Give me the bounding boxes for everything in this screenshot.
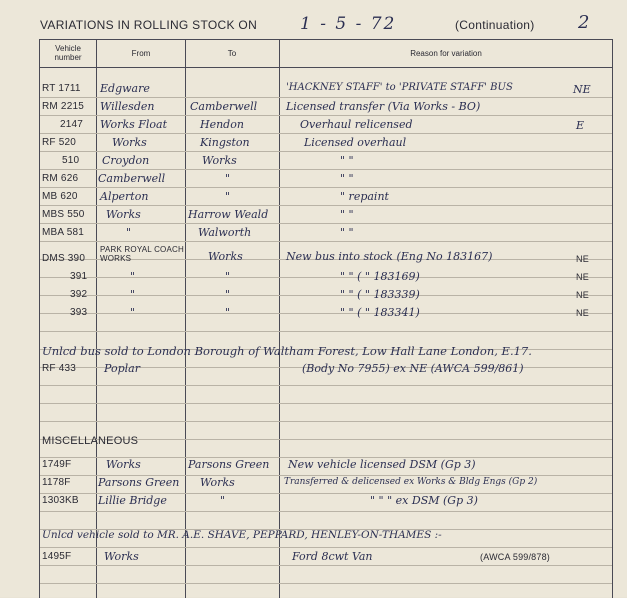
to-location: " [225,306,231,319]
code: NE [573,83,591,96]
to-location: Camberwell [190,100,258,113]
row-rule [40,565,612,566]
reason: " " ( " 183339) [340,288,420,301]
reason: " " ( " 183169) [340,270,420,283]
from-location: " [130,270,136,283]
reason: " " [340,226,354,239]
row-rule [40,151,612,152]
ledger-table [39,39,613,598]
reason: " " ( " 183341) [340,306,420,319]
reason: " " [340,208,354,221]
reason: (Body No 7955) ex NE (AWCA 599/861) [302,362,524,375]
row-rule [40,313,612,314]
column-header-from: From [131,49,151,58]
column-divider [279,40,280,598]
to-location: " [225,270,231,283]
row-rule [40,277,612,278]
from-location: Lillie Bridge [98,494,167,507]
row-rule [40,583,612,584]
row-rule [40,385,612,386]
reason: Licensed transfer (Via Works - BO) [286,100,481,113]
from-location: Poplar [104,362,140,375]
column-divider [185,40,186,598]
column-header-to: To [227,49,237,58]
vehicle-number: 510 [62,155,80,166]
vehicle-number: MBA 581 [42,227,84,238]
reference: (AWCA 599/878) [480,552,550,562]
vehicle-number: MB 620 [42,191,78,202]
from-location: Works [106,208,141,221]
reason: New bus into stock (Eng No 183167) [286,250,493,263]
column-header-vehicle: Vehicle number [54,44,82,62]
from-location: Willesden [100,100,155,113]
to-location: " [225,190,231,203]
row-rule [40,511,612,512]
row-rule [40,205,612,206]
to-location: " [220,494,226,507]
reason: " " [340,154,354,167]
vehicle-number: 1749F [42,459,72,470]
row-rule [40,331,612,332]
from-location: Alperton [100,190,149,203]
vehicle-number: 392 [70,289,88,300]
from-location: " [130,288,136,301]
reason: Transferred & delicensed ex Works & Bldg Engs (Gp 2) [284,477,538,487]
to-location: Parsons Green [188,458,270,471]
from-location: Parsons Green [98,476,180,489]
column-header-reason: Reason for variation [410,49,482,58]
sold-note-2: Unlcd vehicle sold to MR. A.E. SHAVE, PEPPARD, HENLEY-ON-THAMES :- [42,529,442,541]
vehicle-number: 1495F [42,551,72,562]
vehicle-number: RF 433 [42,363,76,374]
row-rule [40,97,612,98]
code: NE [576,272,589,282]
vehicle-number: 1303KB [42,495,79,506]
from-location: Works [112,136,147,149]
from-location: PARK ROYAL COACH WORKS [100,245,184,263]
vehicle-number: 2147 [60,119,84,130]
row-rule [40,241,612,242]
row-rule [40,187,612,188]
row-rule [40,403,612,404]
code: NE [576,254,589,264]
continuation-label: (Continuation) [455,18,535,32]
reason: " " [340,172,354,185]
row-rule [40,295,612,296]
to-location: Kingston [200,136,250,149]
vehicle-number: RF 520 [42,137,76,148]
from-location: Croydon [102,154,150,167]
from-location: Edgware [100,82,150,95]
to-location: " [225,172,231,185]
from-location: Works [106,458,141,471]
code: E [576,119,585,132]
vehicle-number: MBS 550 [42,209,85,220]
code: NE [576,308,589,318]
vehicle-number: 393 [70,307,88,318]
to-location: Works [202,154,237,167]
to-location: Works [208,250,243,263]
vehicle-number: 391 [70,271,88,282]
vehicle-number: DMS 390 [42,253,86,264]
row-rule [40,133,612,134]
reason: 'HACKNEY STAFF' to 'PRIVATE STAFF' BUS [286,82,513,93]
vehicle-number: RT 1711 [42,83,81,94]
row-rule [40,115,612,116]
to-location: Harrow Weald [188,208,269,221]
from-location: " [126,226,132,239]
column-divider [96,40,97,598]
to-location: " [225,288,231,301]
to-location: Walworth [198,226,252,239]
reason: Overhaul relicensed [300,118,413,131]
sold-note: Unlcd bus sold to London Borough of Waltham Forest, Low Hall Lane London, E.17. [42,344,532,358]
vehicle-number: RM 626 [42,173,79,184]
from-location: Works Float [100,118,167,131]
row-rule [40,169,612,170]
reason: New vehicle licensed DSM (Gp 3) [288,458,476,471]
vehicle-number: 1178F [42,477,71,488]
page-number: 2 [578,12,590,33]
reason: Licensed overhaul [304,136,407,149]
code: NE [576,290,589,300]
from-location: Works [104,550,139,563]
header-divider [40,67,612,68]
misc-heading: MISCELLANEOUS [42,435,139,447]
page-date: 1 - 5 - 72 [300,14,397,34]
row-rule [40,421,612,422]
from-location: Camberwell [98,172,166,185]
to-location: Works [200,476,235,489]
vehicle-number: RM 2215 [42,101,84,112]
to-location: Hendon [200,118,244,131]
page-title: VARIATIONS IN ROLLING STOCK ON [40,18,258,32]
row-rule [40,547,612,548]
reason: " " " ex DSM (Gp 3) [370,494,478,507]
reason: " repaint [340,190,389,203]
row-rule [40,223,612,224]
from-location: " [130,306,136,319]
reason: Ford 8cwt Van [292,550,373,563]
